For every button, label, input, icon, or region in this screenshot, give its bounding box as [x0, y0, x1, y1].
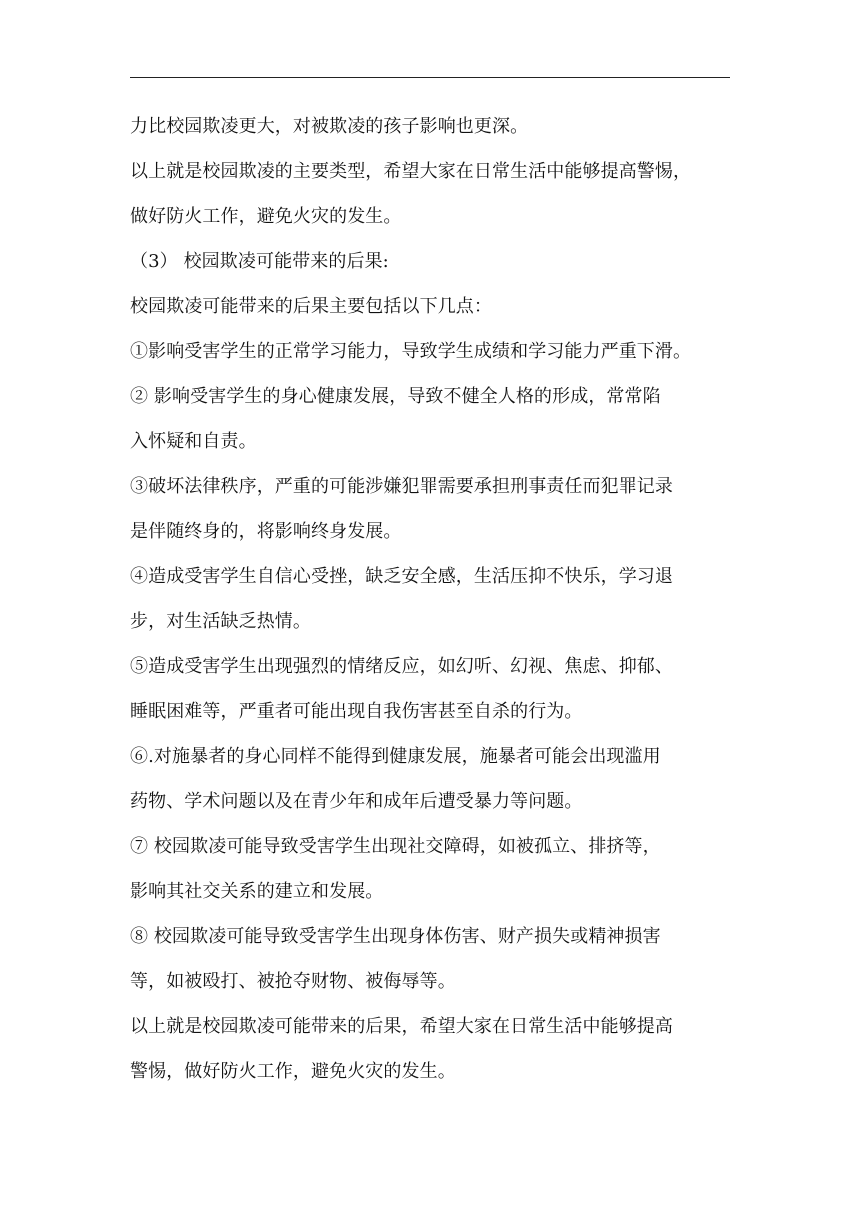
text-line: ①影响受害学生的正常学习能力，导致学生成绩和学习能力严重下滑。	[130, 341, 692, 362]
text-line: ⑤造成受害学生出现强烈的情绪反应，如幻听、幻视、焦虑、抑郁、	[130, 656, 673, 677]
text-line: 等，如被殴打、被抢夺财物、被侮辱等。	[130, 971, 456, 992]
list-item	[130, 329, 730, 374]
text-line: 以上就是校园欺凌的主要类型，希望大家在日常生活中能够提高警惕，	[130, 161, 692, 182]
text-line: 做好防火工作，避免火灾的发生。	[130, 206, 402, 227]
text-line: 入怀疑和自责。	[130, 431, 257, 452]
text-line: ③破坏法律秩序，严重的可能涉嫌犯罪需要承担刑事责任而犯罪记录	[130, 476, 673, 497]
text-line: ⑧ 校园欺凌可能导致受害学生出现身体伤害、财产损失或精神损害	[130, 926, 661, 947]
list-item	[130, 644, 730, 734]
list-item	[130, 734, 730, 824]
text-line: 以上就是校园欺凌可能带来的后果，希望大家在日常生活中能够提高	[130, 1016, 673, 1037]
text-line: 是伴随终身的，将影响终身发展。	[130, 521, 402, 542]
paragraph	[130, 149, 730, 239]
text-line: 影响其社交关系的建立和发展。	[130, 881, 384, 902]
list-item	[130, 374, 730, 464]
paragraph	[130, 104, 730, 149]
list-item	[130, 824, 730, 914]
section-heading	[130, 239, 730, 284]
text-line: 步，对生活缺乏热情。	[130, 611, 311, 632]
text-line: 药物、学术问题以及在青少年和成年后遭受暴力等问题。	[130, 791, 583, 812]
text-line: 睡眠困难等，严重者可能出现自我伤害甚至自杀的行为。	[130, 701, 583, 722]
text-line: ④造成受害学生自信心受挫，缺乏安全感，生活压抑不快乐，学习退	[130, 566, 673, 587]
text-line: 力比校园欺凌更大，对被欺凌的孩子影响也更深。	[130, 116, 529, 137]
text-line: ⑦ 校园欺凌可能导致受害学生出现社交障碍，如被孤立、排挤等，	[130, 836, 661, 857]
list-item	[130, 464, 730, 554]
header-rule	[130, 77, 730, 78]
text-line: （3） 校园欺凌可能带来的后果:	[130, 251, 389, 272]
text-line: ⑥.对施暴者的身心同样不能得到健康发展，施暴者可能会出现滥用	[130, 746, 661, 767]
list-item	[130, 554, 730, 644]
document-body	[130, 104, 730, 1094]
paragraph	[130, 1004, 730, 1094]
text-line: 校园欺凌可能带来的后果主要包括以下几点：	[130, 296, 492, 317]
list-item	[130, 914, 730, 1004]
paragraph	[130, 284, 730, 329]
text-line: ② 影响受害学生的身心健康发展，导致不健全人格的形成，常常陷	[130, 386, 661, 407]
text-line: 警惕，做好防火工作，避免火灾的发生。	[130, 1061, 456, 1082]
